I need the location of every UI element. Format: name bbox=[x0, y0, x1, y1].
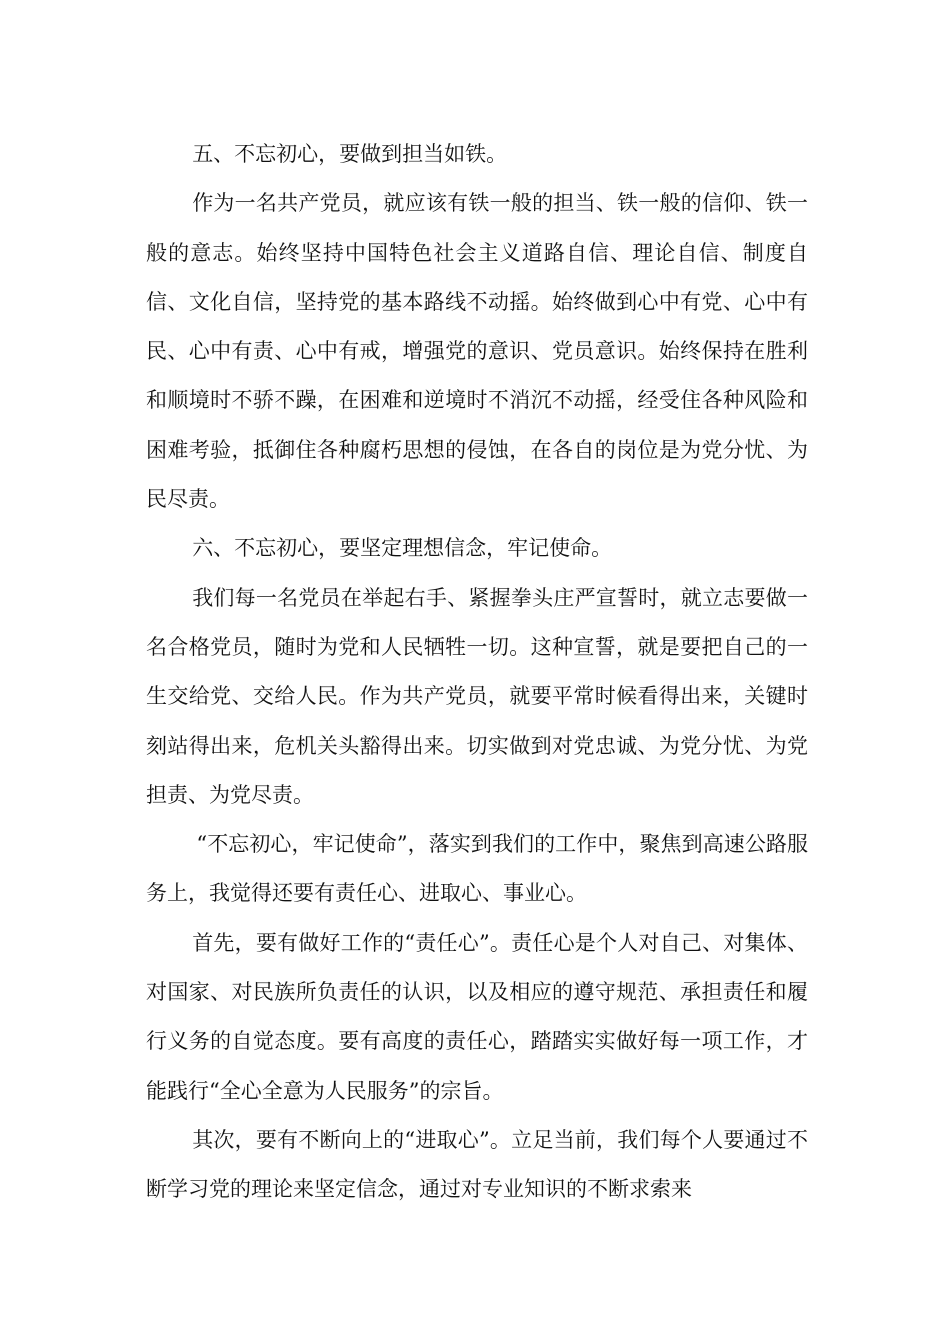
paragraph-highway-service: “不忘初心，牢记使命”，落实到我们的工作中，聚焦到高速公路服务上，我觉得还要有责任心、进取心、事业心。 bbox=[146, 832, 808, 906]
paragraph-iron-responsibility: 作为一名共产党员，就应该有铁一般的担当、铁一般的信仰、铁一般的意志。始终坚持中国特色社会主义道路自信、理论自信、制度自信、文化自信，坚持党的基本路线不动摇。始终做到心中有党、心中有民、心中有责、心中有戒，增强党的意识、党员意识。始终保持在胜利和顺境时不骄不躁，在困难和逆境时不消沉不动摇，经受住各种风险和困难考验，抵御住各种腐朽思想的侵蚀，在各自的岗位是为党分忧、为民尽责。 bbox=[146, 191, 808, 512]
paragraph-responsibility: 首先，要有做好工作的“责任心”。责任心是个人对自己、对集体、对国家、对民族所负责任的认识，以及相应的遵守规范、承担责任和履行义务的自觉态度。要有高度的责任心，踏踏实实做好每一项工作，才能践行“全心全意为人民服务”的宗旨。 bbox=[146, 930, 808, 1103]
section-heading-six: 六、不忘初心，要坚定理想信念，牢记使命。 bbox=[192, 536, 613, 561]
section-heading-five: 五、不忘初心，要做到担当如铁。 bbox=[192, 142, 508, 166]
document-body bbox=[146, 130, 808, 1215]
paragraph-oath: 我们每一名党员在举起右手、紧握拳头庄严宣誓时，就立志要做一名合格党员，随时为党和人民牺牲一切。这种宣誓，就是要把自己的一生交给党、交给人民。作为共产党员，就要平常时候看得出来，关键时刻站得出来，危机关头豁得出来。切实做到对党忠诚、为党分忧、为党担责、为党尽责。 bbox=[146, 585, 808, 807]
paragraph-enterprise: 其次，要有不断向上的“进取心”。立足当前，我们每个人要通过不断学习党的理论来坚定信念，通过对专业知识的不断求索来 bbox=[146, 1127, 808, 1202]
